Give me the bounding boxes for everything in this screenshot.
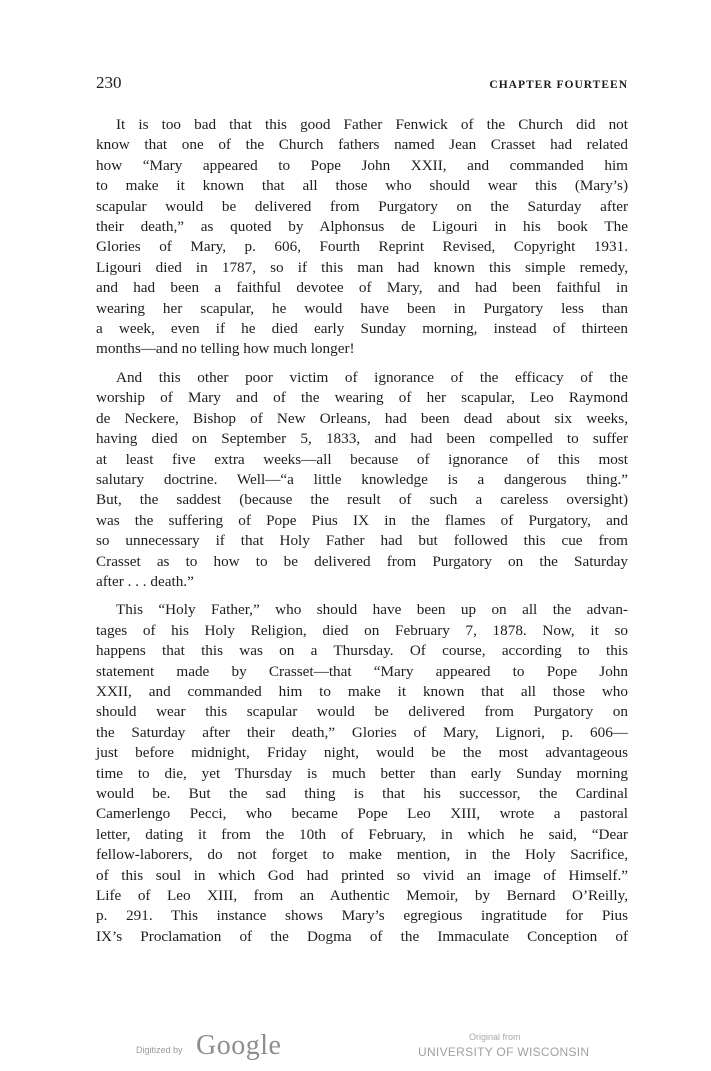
text-line: know that one of the Church fathers named Jean Crasset had related [96, 136, 628, 154]
text-line: This “Holy Father,” who should have been up on all the advan- [116, 601, 628, 619]
paragraph-2 [96, 368, 628, 592]
text-line: months—and no telling how much longer! [96, 340, 355, 358]
text-line: scapular would be delivered from Purgatory on the Saturday after [96, 197, 628, 215]
text-line: Crasset as to how to be delivered from Purgatory on the Saturday [96, 552, 628, 570]
text-line: p. 291. This instance shows Mary’s egregious ingratitude for Pius [96, 907, 628, 925]
text-line: a week, even if he died early Sunday morning, instead of thirteen [96, 320, 628, 338]
text-line: just before midnight, Friday night, would be the most advantageous [96, 744, 628, 762]
text-line: It is too bad that this good Father Fenwick of the Church did not [116, 116, 628, 133]
text-line: after . . . death.” [96, 572, 194, 590]
text-line: time to die, yet Thursday is much better than early Sunday morning [96, 764, 628, 782]
text-line: fellow-laborers, do not forget to make mention, in the Holy Sacrifice, [96, 846, 628, 864]
text-line: Glories of Mary, p. 606, Fourth Reprint Revised, Copyright 1931. [96, 238, 628, 256]
text-line: Ligouri died in 1787, so if this man had known this simple remedy, [96, 258, 628, 276]
text-line: wearing her scapular, he would have been in Purgatory less than [96, 299, 628, 317]
text-line: at least five extra weeks—all because of ignorance of this most [96, 450, 628, 468]
text-line: And this other poor victim of ignorance of the efficacy of the [116, 368, 628, 386]
text-line: the Saturday after their death,” Glories of Mary, Lignori, p. 606— [96, 723, 628, 741]
text-line: happens that this was on a Thursday. Of course, according to this [96, 642, 628, 660]
text-line: letter, dating it from the 10th of February, in which he said, “Dear [96, 825, 628, 843]
body-text [96, 115, 628, 955]
text-line: how “Mary appeared to Pope John XXII, and commanded him [96, 156, 628, 174]
text-line: XXII, and commanded him to make it known that all those who [96, 682, 628, 700]
text-line: worship of Mary and of the wearing of her scapular, Leo Raymond [96, 389, 628, 407]
chapter-title: CHAPTER FOURTEEN [489, 79, 628, 91]
text-line: so unnecessary if that Holy Father had but followed this cue from [96, 532, 628, 550]
paragraph-1 [96, 115, 628, 360]
text-line: would be. But the sad thing is that his successor, the Cardinal [96, 785, 628, 802]
text-line: to make it known that all those who should wear this (Mary’s) [96, 177, 628, 195]
running-head [96, 73, 628, 93]
text-line: Life of Leo XIII, from an Authentic Memoir, by Bernard O’Reilly, [96, 887, 628, 905]
original-from-label: Original from [469, 1032, 521, 1042]
text-line: should wear this scapular would be delivered from Purgatory on [96, 703, 628, 721]
text-line: de Neckere, Bishop of New Orleans, had been dead about six weeks, [96, 409, 628, 427]
text-line: having died on September 5, 1833, and had been compelled to suffer [96, 430, 628, 448]
text-line: and had been a faithful devotee of Mary, and had been faithful in [96, 279, 628, 297]
text-line: their death,” as quoted by Alphonsus de Ligouri in his book The [96, 218, 628, 236]
university-label: UNIVERSITY OF WISCONSIN [418, 1045, 590, 1059]
text-line: was the suffering of Pope Pius IX in the flames of Purgatory, and [96, 511, 628, 529]
text-line: tages of his Holy Religion, died on February 7, 1878. Now, it so [96, 621, 628, 639]
text-line: statement made by Crasset—that “Mary appeared to Pope John [96, 662, 628, 680]
text-line: IX’s Proclamation of the Dogma of the Immaculate Conception of [96, 927, 628, 945]
text-line: of this soul in which God had printed so vivid an image of Himself.” [96, 866, 628, 884]
text-line: Camerlengo Pecci, who became Pope Leo XIII, wrote a pastoral [96, 805, 628, 823]
text-line: salutary doctrine. Well—“a little knowledge is a dangerous thing.” [96, 470, 628, 488]
paragraph-3 [96, 600, 628, 947]
digitized-by-label: Digitized by [136, 1045, 183, 1055]
google-logo: Google [196, 1030, 282, 1061]
scan-watermark-footer [0, 1030, 711, 1070]
text-line: But, the saddest (because the result of such a careless oversight) [96, 491, 628, 509]
page-number: 230 [96, 73, 122, 92]
